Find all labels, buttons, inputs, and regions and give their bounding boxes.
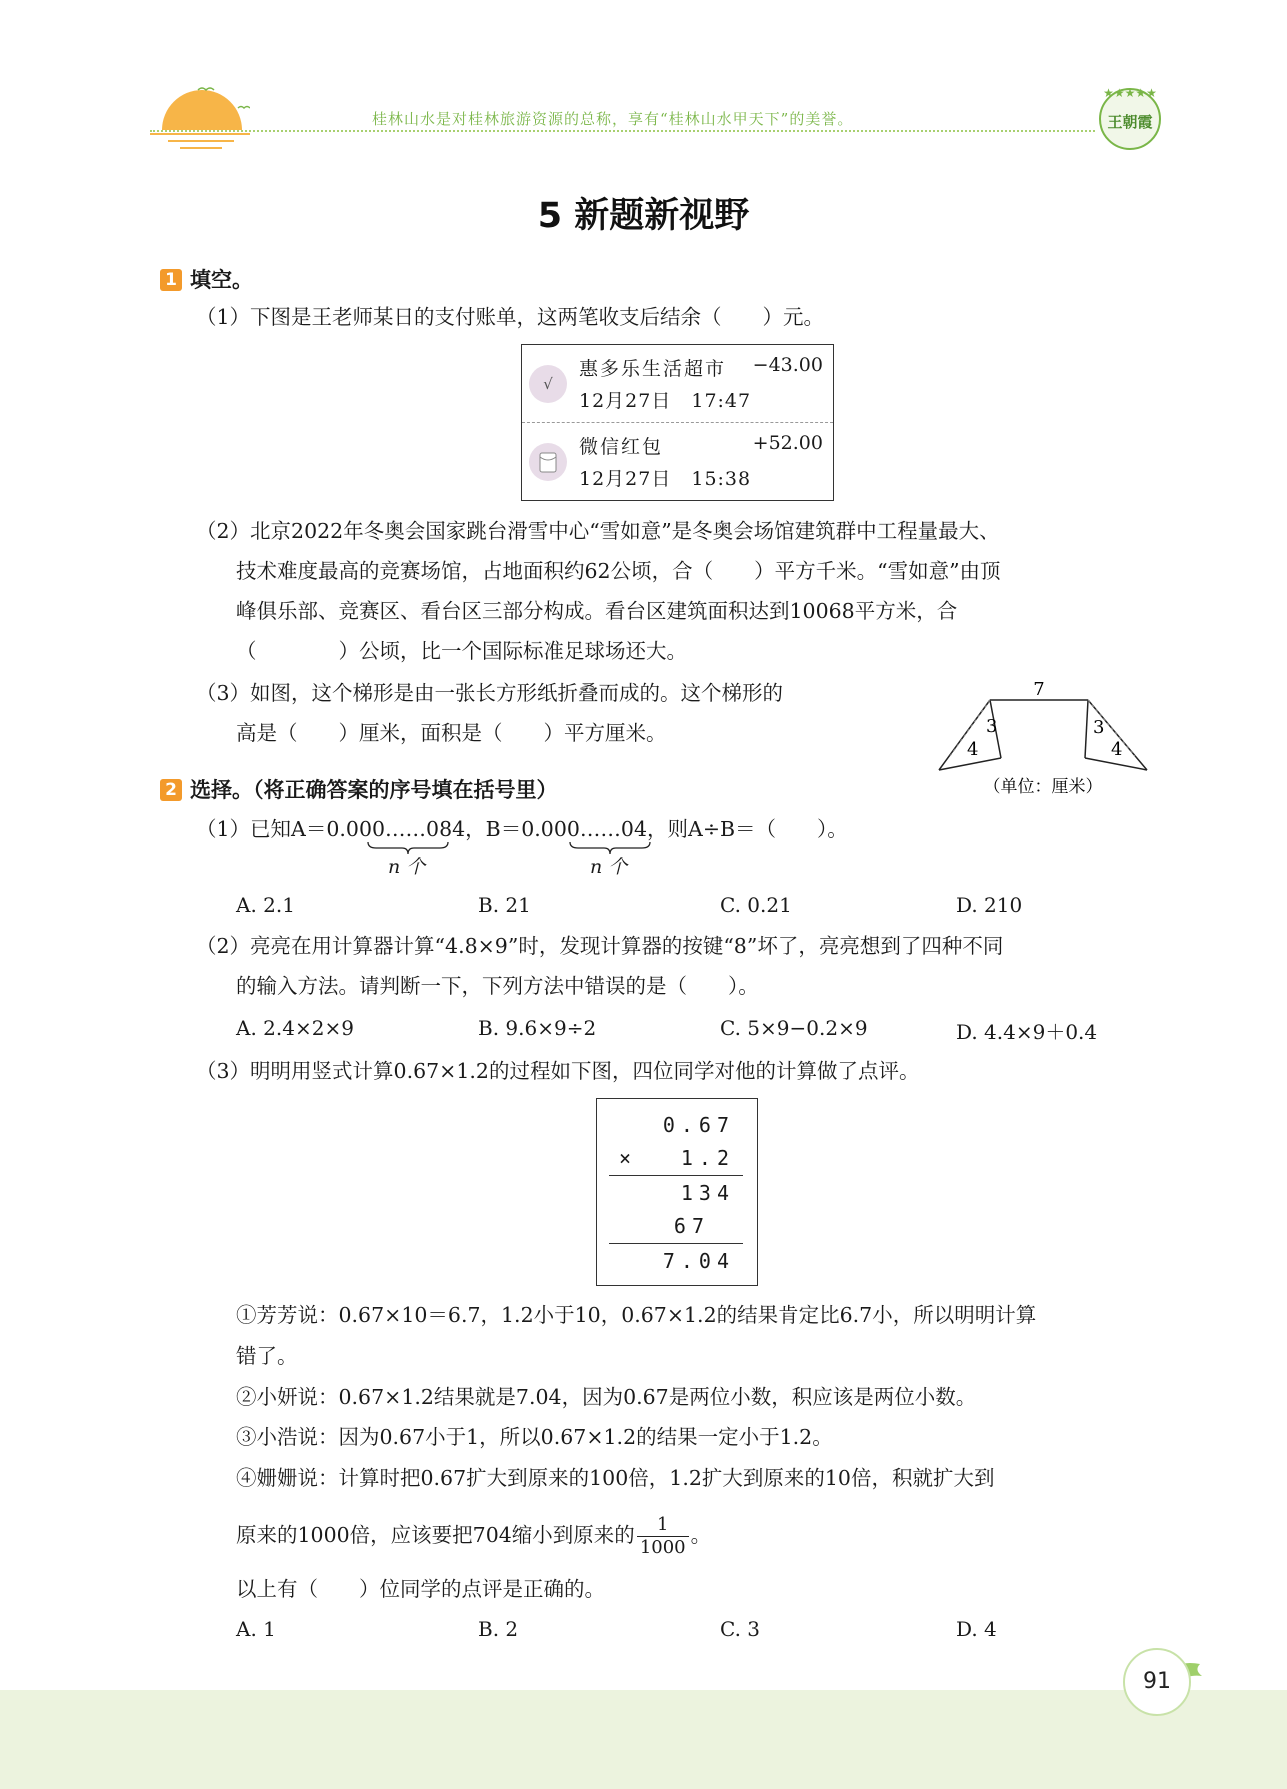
comment-3: ③小浩说：因为0.67小于1，所以0.67×1.2的结果一定小于1.2。 bbox=[236, 1425, 833, 1449]
payment-receipt bbox=[521, 344, 834, 501]
s2-q1 bbox=[196, 816, 848, 842]
underbrace-1-label: n 个 bbox=[388, 856, 426, 878]
s2-q3-option-c: C. 3 bbox=[720, 1617, 761, 1641]
calc-rule bbox=[609, 1175, 743, 1176]
s2-q3-line1: （3）明明用竖式计算0.67×1.2的过程如下图，四位同学对他的计算做了点评。 bbox=[196, 1059, 920, 1083]
header-divider bbox=[150, 130, 1095, 132]
s2-q3-option-b: B. 2 bbox=[478, 1617, 519, 1641]
s2-q1-prefix: （1）已知 bbox=[196, 817, 292, 841]
section-1-heading bbox=[160, 264, 253, 294]
s1-q2-line1: （2）北京2022年冬奥会国家跳台滑雪中心“雪如意”是冬奥会场馆建筑群中工程量最大、 bbox=[196, 519, 1000, 543]
comment-2: ②小妍说：0.67×1.2结果就是7.04，因为0.67是两位小数，积应该是两位小数。 bbox=[236, 1385, 977, 1409]
fraction-numerator: 1 bbox=[637, 1514, 689, 1537]
calc-row-3: 134 bbox=[680, 1181, 735, 1205]
s1-q3-line2: 高是（ ）厘米，面积是（ ）平方厘米。 bbox=[236, 721, 667, 745]
s2-q1-end: 则A÷B＝（ ）。 bbox=[667, 817, 848, 841]
comment-1-line2: 错了。 bbox=[236, 1344, 298, 1368]
calc-rule bbox=[609, 1243, 743, 1244]
s2-q2-line1: （2）亮亮在用计算器计算“4.8×9”时，发现计算器的按键“8”坏了，亮亮想到了四种不同 bbox=[196, 934, 1004, 958]
section-1-title: 填空。 bbox=[190, 268, 253, 292]
receipt-date: 12月27日 15:38 bbox=[579, 468, 752, 490]
receipt-date: 12月27日 17:47 bbox=[579, 390, 752, 412]
vertical-multiplication bbox=[596, 1098, 758, 1286]
s2-q1-a: A＝0.000……084， bbox=[291, 817, 486, 841]
comment-4-line2 bbox=[236, 1508, 711, 1562]
fraction-denominator: 1000 bbox=[639, 1537, 686, 1558]
section-2-number: 2 bbox=[160, 779, 182, 801]
calc-row-1: 0.67 bbox=[662, 1113, 735, 1137]
section-1-number: 1 bbox=[160, 269, 182, 291]
s1-q1: （1）下图是王老师某日的支付账单，这两笔收支后结余（ ）元。 bbox=[196, 305, 825, 329]
page-title: 5 新题新视野 bbox=[537, 196, 750, 236]
calc-times-sign: × bbox=[619, 1146, 632, 1170]
receipt-amount: +52.00 bbox=[752, 432, 823, 454]
fig-label-right-a: 3 bbox=[1093, 717, 1105, 738]
s2-q1-option-d: D. 210 bbox=[956, 893, 1023, 917]
calc-row-2: 1.2 bbox=[680, 1146, 735, 1170]
s2-q2-line2: 的输入方法。请判断一下，下列方法中错误的是（ ）。 bbox=[236, 974, 759, 998]
fig-label-right-b: 4 bbox=[1111, 739, 1123, 760]
fraction-1-1000 bbox=[637, 1514, 689, 1559]
s2-q2-option-d: D. 4.4×9＋0.4 bbox=[956, 1020, 1098, 1044]
page-number: 91 bbox=[1123, 1648, 1191, 1716]
logo-text: 王朝霞 bbox=[1107, 113, 1153, 131]
fig-unit-label: （单位：厘米） bbox=[983, 777, 1103, 796]
fig-label-left-a: 3 bbox=[986, 716, 998, 737]
underbrace-2-label: n 个 bbox=[590, 856, 628, 878]
s2-q1-option-a: A. 2.1 bbox=[236, 893, 295, 917]
svg-text:★★★★★: ★★★★★ bbox=[1103, 86, 1157, 100]
s2-q1-b: B＝0.000……04， bbox=[485, 817, 668, 841]
s2-q2-option-a: A. 2.4×2×9 bbox=[236, 1016, 354, 1040]
section-2-heading bbox=[160, 774, 558, 804]
trapezoid-figure bbox=[935, 678, 1160, 796]
s2-q3-option-a: A. 1 bbox=[236, 1617, 276, 1641]
receipt-row bbox=[522, 423, 833, 500]
comment-1-line1: ①芳芳说：0.67×10＝6.7，1.2小于10，0.67×1.2的结果肯定比6.7小，所以明明计算 bbox=[236, 1303, 1037, 1327]
sunset-icon bbox=[150, 78, 250, 150]
s1-q2-line2: 技术难度最高的竞赛场馆，占地面积约62公顷，合（ ）平方千米。“雪如意”由顶 bbox=[236, 559, 1001, 583]
s1-q2-line3: 峰俱乐部、竞赛区、看台区三部分构成。看台区建筑面积达到10068平方米，合 bbox=[236, 599, 958, 623]
comment-4-end: 。 bbox=[690, 1523, 712, 1547]
publisher-logo bbox=[1090, 75, 1170, 155]
receipt-amount: −43.00 bbox=[752, 354, 823, 376]
s1-q3-line1: （3）如图，这个梯形是由一张长方形纸折叠而成的。这个梯形的 bbox=[196, 681, 784, 705]
check-icon: √ bbox=[529, 365, 567, 403]
receipt-name: 惠多乐生活超市 bbox=[579, 358, 727, 380]
fig-label-left-b: 4 bbox=[967, 739, 979, 760]
calc-row-4: 67 bbox=[673, 1214, 710, 1238]
receipt-name: 微信红包 bbox=[579, 436, 664, 458]
s2-q3-option-d: D. 4 bbox=[956, 1617, 997, 1641]
footer-band bbox=[0, 1690, 1287, 1789]
section-2-title: 选择。（将正确答案的序号填在括号里） bbox=[190, 778, 558, 802]
s2-q3-question: 以上有（ ）位同学的点评是正确的。 bbox=[236, 1577, 605, 1601]
red-packet-icon bbox=[529, 443, 567, 481]
s2-q1-option-c: C. 0.21 bbox=[720, 893, 792, 917]
comment-4-line1: ④姗姗说：计算时把0.67扩大到原来的100倍，1.2扩大到原来的10倍，积就扩大到 bbox=[236, 1466, 995, 1490]
s2-q1-option-b: B. 21 bbox=[478, 893, 531, 917]
s2-q2-option-c: C. 5×9−0.2×9 bbox=[720, 1016, 868, 1040]
receipt-row bbox=[522, 345, 833, 422]
fig-label-top: 7 bbox=[1033, 679, 1045, 700]
header-motto: 桂林山水是对桂林旅游资源的总称，享有“桂林山水甲天下”的美誉。 bbox=[372, 110, 854, 128]
comment-4-text: 原来的1000倍，应该要把704缩小到原来的 bbox=[236, 1523, 635, 1547]
s2-q2-option-b: B. 9.6×9÷2 bbox=[478, 1016, 597, 1040]
s1-q2-line4: （ ）公顷，比一个国际标准足球场还大。 bbox=[236, 639, 687, 663]
calc-row-5: 7.04 bbox=[662, 1249, 735, 1273]
